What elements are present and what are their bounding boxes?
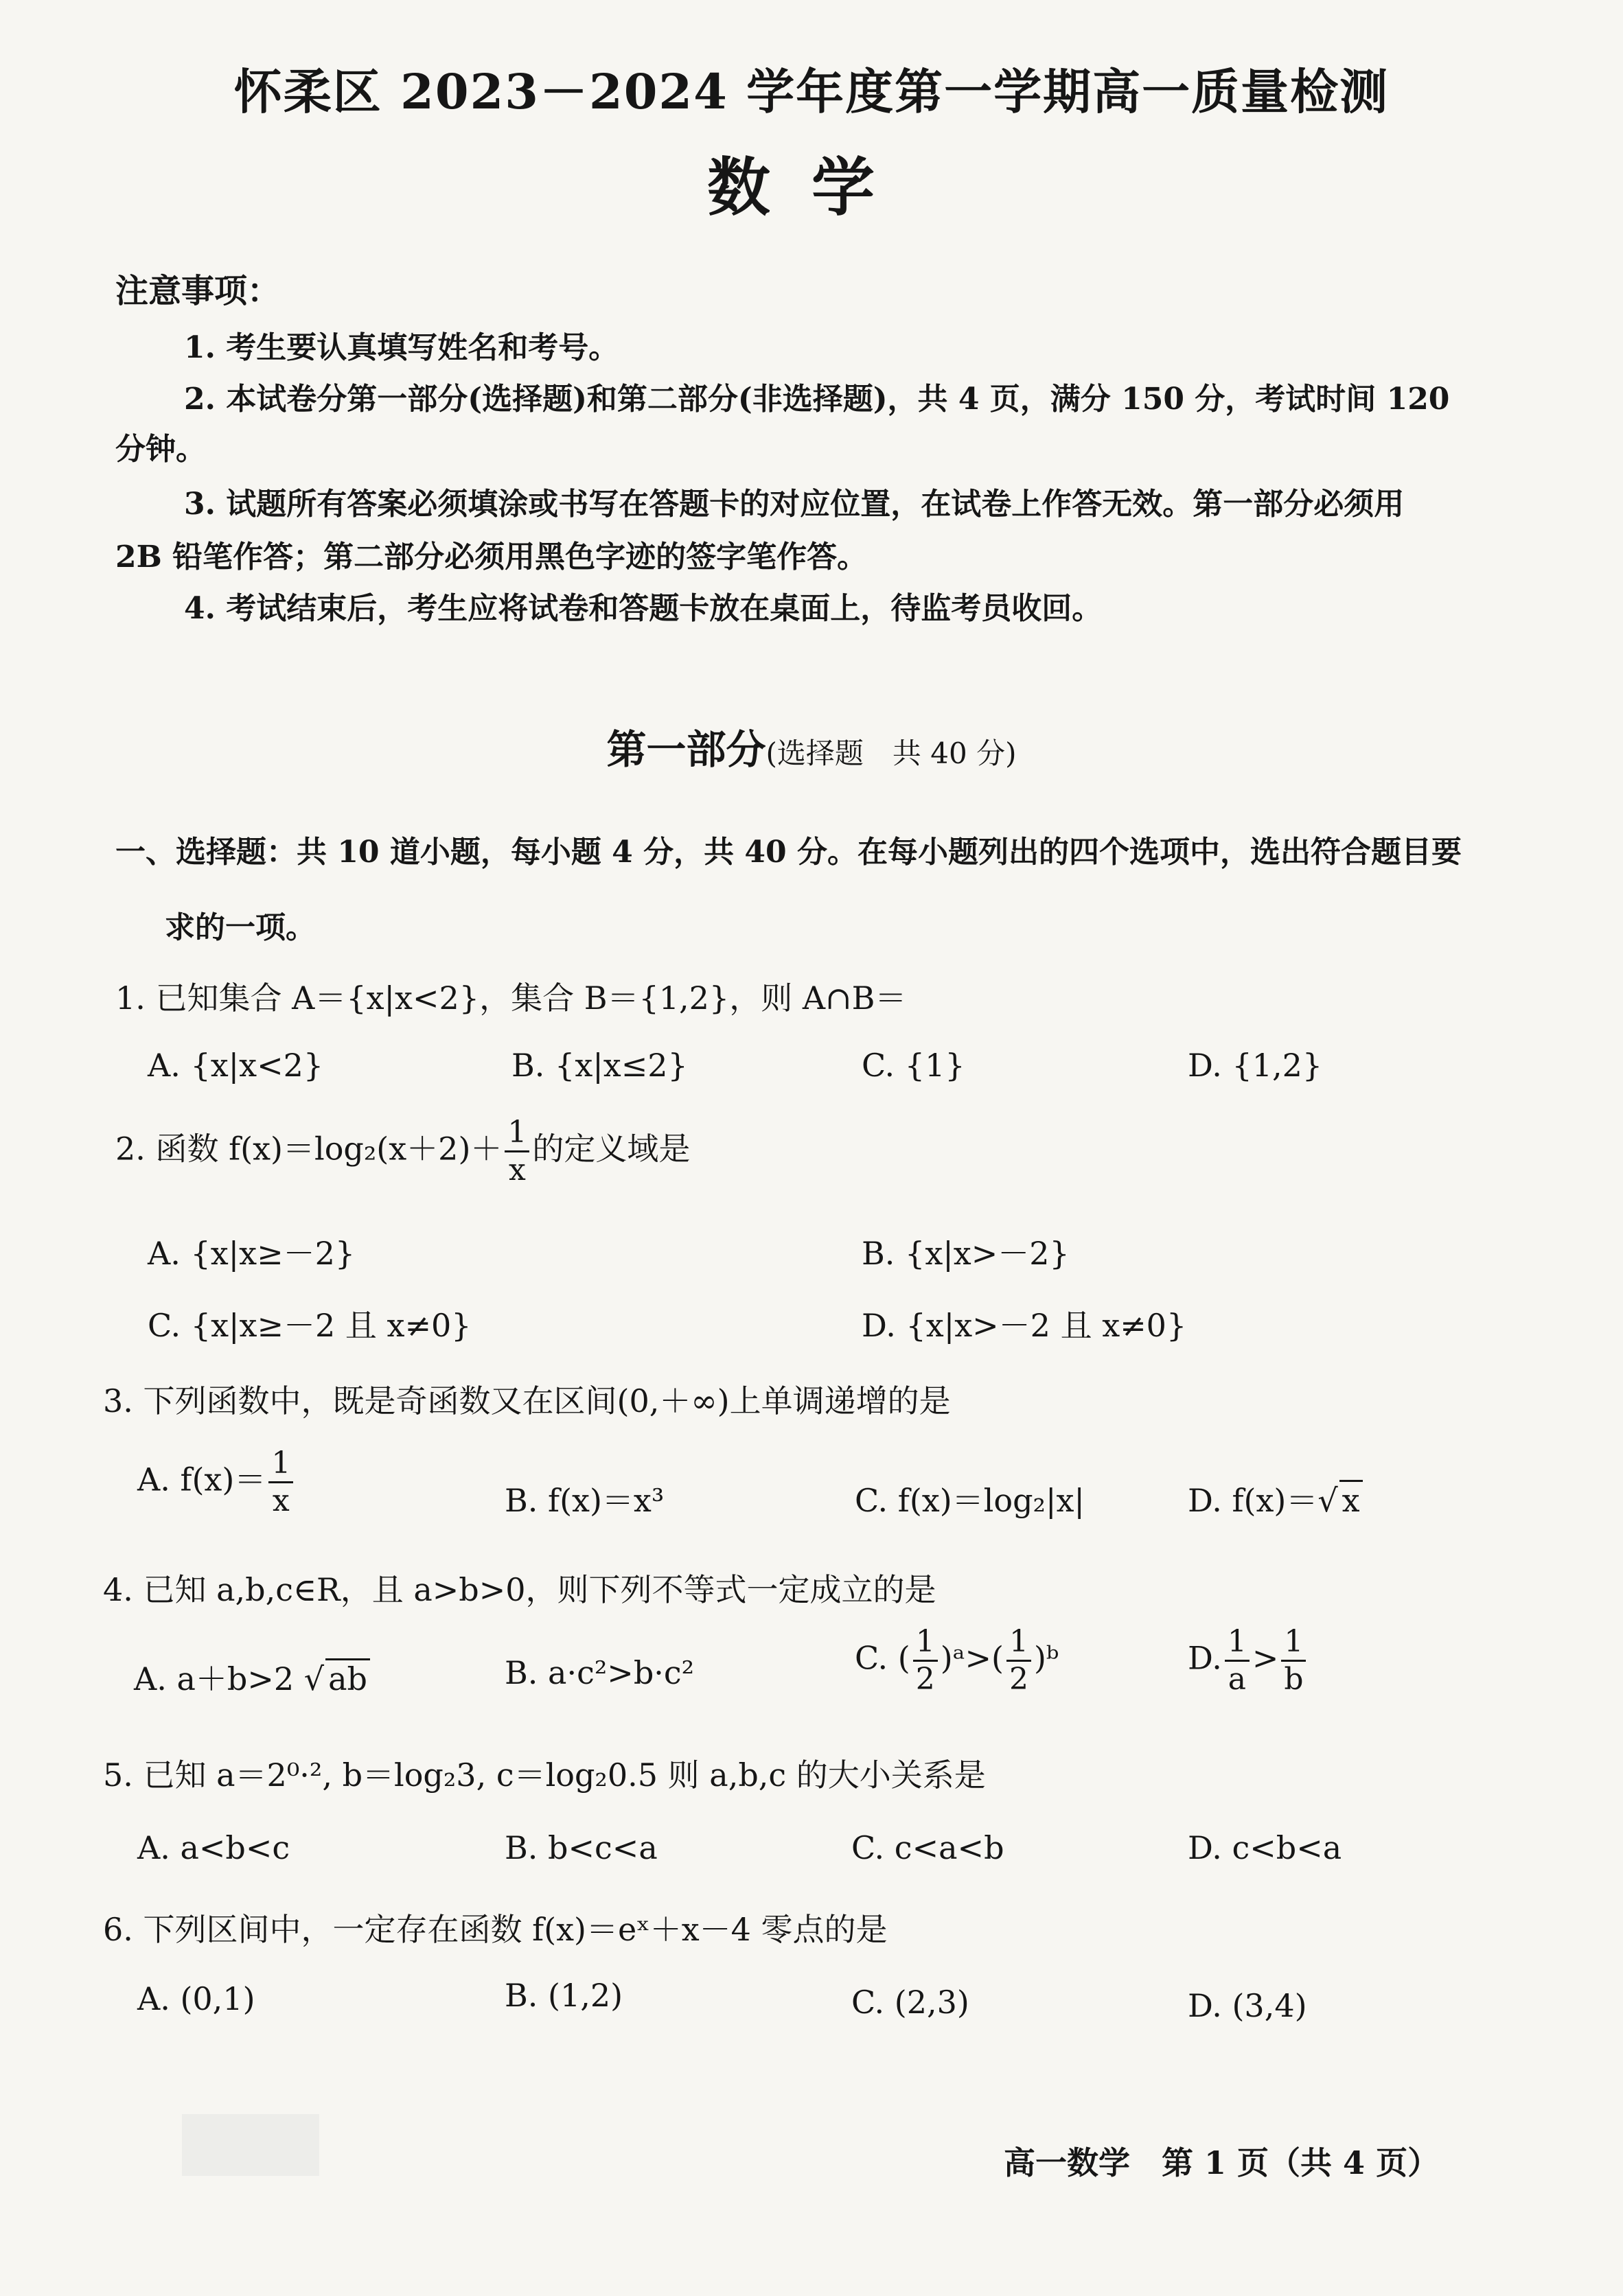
question-4-option-d: [1188, 1624, 1309, 1697]
notice-item-1: 1. 考生要认真填写姓名和考号。: [184, 330, 619, 365]
question-4-option-c-denominator-1: 2: [915, 1662, 935, 1697]
question-5-option-c: C. c<a<b: [851, 1829, 1004, 1866]
notice-item-2-line-1: 2. 本试卷分第一部分(选择题)和第二部分(非选择题)，共 4 页，满分 150 分，考试时间 120: [184, 382, 1450, 417]
question-1-option-a: A. {x|x<2}: [148, 1047, 324, 1084]
question-1-stem: 1. 已知集合 A＝{x|x<2}，集合 B＝{1,2}，则 A∩B＝: [115, 979, 907, 1017]
question-4-option-c-mid: )ᵃ>(: [940, 1639, 1004, 1677]
question-1-option-b: B. {x|x≤2}: [511, 1047, 688, 1084]
question-4-option-c-denominator-2: 2: [1009, 1662, 1028, 1697]
notice-item-2-line-2: 分钟。: [115, 432, 206, 467]
question-3-option-a-numerator: 1: [268, 1448, 293, 1483]
section-instruction-line-2: 求的一项。: [165, 910, 316, 945]
question-2-stem-pre: 2. 函数 f(x)＝log₂(x＋2)＋: [115, 1130, 503, 1168]
question-4-option-d-pre: D.: [1188, 1639, 1222, 1677]
question-6-option-d: D. (3,4): [1188, 1987, 1307, 2024]
question-5-option-b: B. b<c<a: [505, 1829, 658, 1866]
question-2-option-c: C. {x|x≥－2 且 x≠0}: [148, 1307, 472, 1344]
notice-item-3-line-1: 3. 试题所有答案必须填涂或书写在答题卡的对应位置，在试卷上作答无效。第一部分必须用: [184, 487, 1405, 522]
question-4-option-d-denominator-1: a: [1228, 1662, 1246, 1697]
question-5-option-a: A. a<b<c: [137, 1829, 290, 1866]
question-5-stem: 5. 已知 a＝2⁰·², b＝log₂3, c＝log₂0.5 则 a,b,c 的大小关系是: [103, 1756, 986, 1794]
question-3-option-b: B. f(x)＝x³: [505, 1482, 665, 1519]
question-6-stem: 6. 下列区间中，一定存在函数 f(x)＝eˣ＋x－4 零点的是: [103, 1911, 888, 1948]
question-1-option-c: C. {1}: [862, 1047, 965, 1084]
question-4-option-d-gt: >: [1252, 1639, 1279, 1677]
page-footer: 高一数学 第 1 页（共 4 页）: [1004, 2144, 1440, 2181]
question-4-option-c-fraction-2: [1006, 1624, 1031, 1697]
question-4-option-a-radicand: ab: [325, 1658, 370, 1697]
question-4-option-c-pre: C. (: [855, 1639, 910, 1677]
question-1-option-d: D. {1,2}: [1188, 1047, 1323, 1084]
question-3-option-d-pre: D. f(x)＝√: [1188, 1482, 1338, 1519]
part-one-subtitle: (选择题 共 40 分): [766, 737, 1017, 770]
section-instruction-line-1: 一、选择题：共 10 道小题，每小题 4 分，共 40 分。在每小题列出的四个选项中，选出符合题目要: [115, 835, 1462, 870]
question-3-option-d-radicand: x: [1339, 1480, 1363, 1519]
question-4-option-b: B. a·c²>b·c²: [505, 1654, 695, 1691]
question-4-option-c: [855, 1624, 1059, 1697]
question-2-option-b: B. {x|x>－2}: [862, 1235, 1070, 1272]
notice-heading: 注意事项：: [115, 272, 281, 310]
notice-item-4: 4. 考试结束后，考生应将试卷和答题卡放在桌面上，待监考员收回。: [184, 591, 1103, 626]
question-3-option-a: [137, 1448, 296, 1516]
question-3-option-a-denominator: x: [272, 1483, 290, 1518]
question-4-option-d-numerator-2: 1: [1281, 1627, 1306, 1662]
question-5-option-d: D. c<b<a: [1188, 1829, 1342, 1866]
question-3-option-a-fraction: [268, 1448, 293, 1516]
scan-smudge: [182, 2114, 319, 2176]
question-4-option-c-post: )ᵇ: [1033, 1639, 1059, 1677]
notice-item-3-line-2: 2B 铅笔作答；第二部分必须用黑色字迹的签字笔作答。: [115, 540, 868, 575]
part-one-heading: [0, 717, 1623, 775]
question-3-option-a-pre: A. f(x)＝: [137, 1461, 266, 1498]
question-2-fraction-numerator: 1: [505, 1117, 529, 1152]
question-6-option-a: A. (0,1): [137, 1980, 255, 2017]
question-3-option-d: [1188, 1476, 1363, 1521]
part-one-title: 第一部分: [606, 726, 766, 773]
question-4-stem: 4. 已知 a,b,c∈R，且 a>b>0，则下列不等式一定成立的是: [103, 1571, 936, 1608]
question-4-option-d-fraction-1: [1225, 1624, 1250, 1697]
question-3-option-c: C. f(x)＝log₂|x|: [855, 1482, 1085, 1519]
question-2-fraction-denominator: x: [508, 1152, 526, 1187]
question-2-stem: [115, 1117, 690, 1185]
question-3-stem: 3. 下列函数中，既是奇函数又在区间(0,＋∞)上单调递增的是: [103, 1382, 951, 1419]
question-2-fraction: [505, 1117, 529, 1185]
question-4-option-c-fraction-1: [913, 1624, 938, 1697]
exam-title: 怀柔区 2023－2024 学年度第一学期高一质量检测: [233, 63, 1390, 120]
question-2-option-d: D. {x|x>－2 且 x≠0}: [862, 1307, 1187, 1344]
question-4-option-d-fraction-2: [1281, 1624, 1306, 1697]
subject-title: 数学: [706, 150, 916, 224]
question-2-option-a: A. {x|x≥－2}: [148, 1235, 356, 1272]
question-4-option-c-numerator-2: 1: [1006, 1627, 1031, 1662]
question-2-stem-post: 的定义域是: [532, 1130, 691, 1168]
question-4-option-a: [134, 1654, 370, 1700]
question-4-option-a-pre: A. a＋b>2 √: [134, 1660, 325, 1697]
question-4-option-d-numerator-1: 1: [1225, 1627, 1250, 1662]
question-6-option-c: C. (2,3): [851, 1984, 969, 2021]
question-6-option-b: B. (1,2): [505, 1977, 623, 2014]
question-4-option-d-denominator-2: b: [1284, 1662, 1304, 1697]
question-4-option-c-numerator-1: 1: [913, 1627, 938, 1662]
